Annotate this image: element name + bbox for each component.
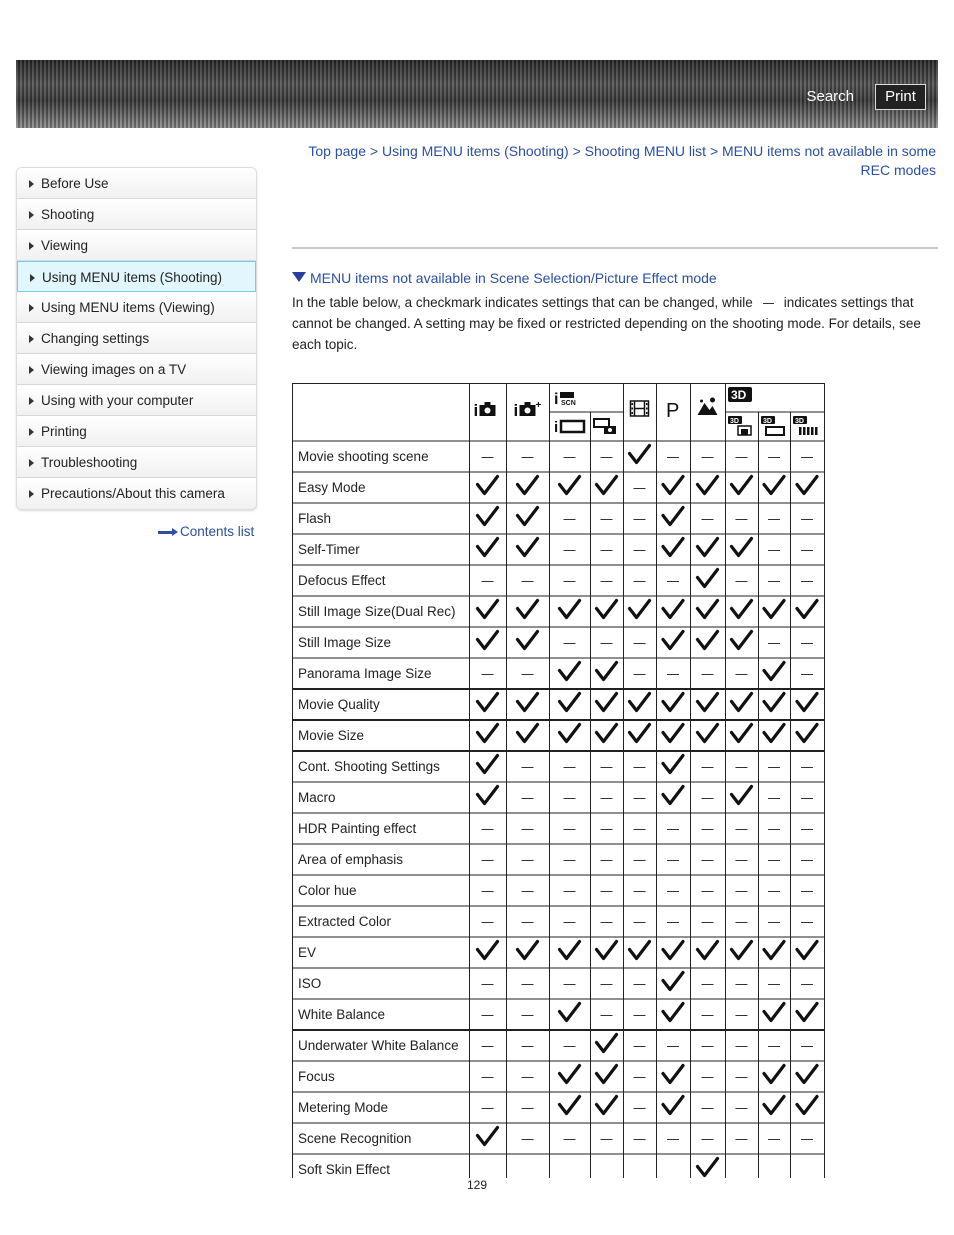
row-label: Soft Skin Effect [298, 1162, 391, 1177]
triangle-right-icon [29, 428, 34, 436]
checkmark-icon [478, 1128, 498, 1145]
checkmark-icon [698, 1159, 718, 1176]
scene-selection-icon [554, 391, 576, 408]
sidebar-item-label: Before Use [41, 176, 109, 191]
sidebar-item-label: Precautions/About this camera [41, 486, 225, 501]
row-label: Still Image Size [298, 635, 392, 650]
sidebar-item-before-use[interactable] [17, 168, 256, 199]
checkmark-icon [663, 601, 683, 618]
checkmark-icon [597, 477, 617, 494]
checkmark-icon [663, 508, 683, 525]
checkmark-icon [560, 663, 580, 680]
intelligent-auto-icon [474, 401, 496, 420]
triangle-right-icon [29, 397, 34, 405]
checkmark-icon [518, 632, 538, 649]
row-label: Underwater White Balance [298, 1038, 459, 1053]
breadcrumb-separator: > [369, 143, 379, 159]
contents-list-link[interactable] [158, 524, 254, 539]
arrow-right-icon [158, 527, 178, 537]
3d-multi-angle-icon [793, 416, 818, 435]
checkmark-icon [663, 632, 683, 649]
superior-auto-icon [514, 400, 542, 420]
checkmark-icon [518, 942, 538, 959]
checkmark-icon [518, 601, 538, 618]
checkmark-icon [597, 725, 617, 742]
row-label: Still Image Size(Dual Rec) [298, 604, 456, 619]
sidebar-item-viewing[interactable] [17, 230, 256, 261]
row-label: Movie shooting scene [298, 449, 429, 464]
sidebar-item-label: Shooting [41, 207, 95, 222]
checkmark-icon [732, 477, 752, 494]
triangle-right-icon [29, 242, 34, 250]
checkmark-icon [478, 539, 498, 556]
sidebar-item-label: Using MENU items (Shooting) [42, 270, 223, 285]
sidebar-nav [16, 167, 257, 510]
sidebar-item-using-with-your-computer[interactable] [17, 385, 256, 416]
intro-paragraph [292, 292, 938, 355]
checkmark-icon [478, 725, 498, 742]
row-label: White Balance [298, 1007, 386, 1022]
checkmark-icon [663, 787, 683, 804]
checkmark-icon [797, 725, 817, 742]
checkmark-icon [732, 725, 752, 742]
sidebar-item-using-menu-items-shooting[interactable] [17, 261, 256, 292]
row-label: Easy Mode [298, 480, 366, 495]
checkmark-icon [663, 756, 683, 773]
row-label: Defocus Effect [298, 573, 386, 588]
breadcrumb-current-page[interactable]: MENU items not available in some REC modes [722, 143, 936, 178]
checkmark-icon [797, 1097, 817, 1114]
sidebar-item-printing[interactable] [17, 416, 256, 447]
checkmark-icon [518, 477, 538, 494]
sidebar-item-shooting[interactable] [17, 199, 256, 230]
checkmark-icon [597, 601, 617, 618]
checkmark-icon [478, 694, 498, 711]
sidebar-item-label: Viewing images on a TV [41, 362, 187, 377]
checkmark-icon [698, 694, 718, 711]
picture-effect-icon [698, 398, 718, 416]
checkmark-icon [764, 1066, 784, 1083]
checkmark-icon [698, 942, 718, 959]
checkmark-icon [698, 632, 718, 649]
checkmark-icon [764, 725, 784, 742]
checkmark-icon [698, 477, 718, 494]
svg-text:3D: 3D [763, 418, 772, 425]
row-label: Color hue [298, 883, 357, 898]
section-heading-text: MENU items not available in Scene Selection/Picture Effect mode [310, 270, 717, 286]
row-label: Movie Size [298, 728, 365, 743]
checkmark-icon [698, 601, 718, 618]
checkmark-icon [732, 694, 752, 711]
checkmark-icon [797, 694, 817, 711]
checkmark-icon [560, 942, 580, 959]
sidebar-item-label: Viewing [41, 238, 89, 253]
scene-group-label: SCN [561, 400, 576, 407]
checkmark-icon [663, 973, 683, 990]
row-label: Self-Timer [298, 542, 360, 557]
checkmark-icon [630, 694, 650, 711]
checkmark-icon [797, 477, 817, 494]
checkmark-icon [663, 694, 683, 711]
checkmark-icon [518, 508, 538, 525]
checkmark-icon [663, 477, 683, 494]
section-heading[interactable] [292, 270, 717, 286]
checkmark-icon [630, 601, 650, 618]
checkmark-icon [560, 601, 580, 618]
sidebar-item-label: Changing settings [41, 331, 150, 346]
checkmark-icon [478, 632, 498, 649]
checkmark-icon [630, 446, 650, 463]
svg-text:3D: 3D [730, 418, 739, 425]
checkmark-icon [518, 694, 538, 711]
row-label: Focus [298, 1069, 335, 1084]
checkmark-icon [797, 601, 817, 618]
dash-icon [763, 303, 774, 304]
row-label: Panorama Image Size [298, 666, 432, 681]
svg-text:3D: 3D [795, 418, 804, 425]
checkmark-icon [560, 1004, 580, 1021]
checkmark-icon [560, 477, 580, 494]
triangle-right-icon [29, 211, 34, 219]
checkmark-icon [663, 942, 683, 959]
checkmark-icon [764, 942, 784, 959]
3d-sweep-icon [761, 416, 784, 435]
settings-availability-table [292, 383, 826, 1178]
checkmark-icon [478, 508, 498, 525]
checkmark-icon [663, 539, 683, 556]
intro-text-after: indicates settings that cannot be changed. A setting may be fixed or restricted depending on the shooting mode. For details, see each topic. [292, 295, 921, 352]
triangle-down-icon [292, 272, 306, 282]
checkmark-icon [597, 663, 617, 680]
sidebar-item-label: Using with your computer [41, 393, 194, 408]
movie-mode-icon [631, 401, 649, 416]
contents-list-label: Contents list [180, 524, 255, 539]
page-number: 129 [466, 1178, 488, 1192]
row-label: Flash [298, 511, 332, 526]
row-label: Area of emphasis [298, 852, 404, 867]
checkmark-icon [764, 1097, 784, 1114]
checkmark-icon [478, 756, 498, 773]
row-label: EV [298, 945, 317, 960]
checkmark-icon [597, 1035, 617, 1052]
sidebar-item-using-menu-items-viewing[interactable] [17, 292, 256, 323]
3d-group-icon [728, 387, 752, 402]
svg-text:i: i [473, 401, 479, 420]
checkmark-icon [764, 1004, 784, 1021]
triangle-right-icon [29, 335, 34, 343]
checkmark-icon [560, 694, 580, 711]
checkmark-icon [698, 539, 718, 556]
sidebar-item-precautions-about-this-camera[interactable] [17, 478, 256, 509]
checkmark-icon [560, 1066, 580, 1083]
checkmark-icon [732, 601, 752, 618]
triangle-right-icon [30, 274, 35, 282]
row-label: HDR Painting effect [298, 821, 417, 836]
triangle-right-icon [29, 304, 34, 312]
header-bar [16, 60, 938, 128]
checkmark-icon [764, 663, 784, 680]
row-label: Metering Mode [298, 1100, 389, 1115]
checkmark-icon [698, 570, 718, 587]
breadcrumb-using-menu-items-shooting[interactable]: Using MENU items (Shooting) [381, 143, 569, 159]
checkmark-icon [663, 725, 683, 742]
triangle-right-icon [29, 459, 34, 467]
row-label: Scene Recognition [298, 1131, 412, 1146]
breadcrumb-shooting-menu-list[interactable]: Shooting MENU list [584, 143, 707, 159]
checkmark-icon [732, 787, 752, 804]
triangle-right-icon [29, 366, 34, 374]
checkmark-icon [663, 1066, 683, 1083]
3d-still-icon [728, 416, 751, 435]
row-label: Macro [298, 790, 336, 805]
checkmark-icon [797, 1004, 817, 1021]
checkmark-icon [732, 632, 752, 649]
sidebar-item-label: Troubleshooting [41, 455, 138, 470]
checkmark-icon [764, 477, 784, 494]
sidebar-item-changing-settings[interactable] [17, 323, 256, 354]
sidebar-item-troubleshooting[interactable] [17, 447, 256, 478]
table-svg [292, 383, 826, 1178]
program-auto-icon: P [666, 400, 680, 422]
breadcrumb [296, 142, 936, 180]
checkmark-icon [732, 942, 752, 959]
underwater-panorama-icon [594, 419, 616, 434]
search-link[interactable]: Search [806, 88, 854, 105]
triangle-right-icon [29, 490, 34, 498]
row-label: Movie Quality [298, 697, 380, 712]
svg-text:+: + [535, 400, 542, 411]
svg-text:i: i [554, 391, 559, 408]
row-label: Extracted Color [298, 914, 392, 929]
intelligent-panorama-icon [554, 419, 584, 436]
checkmark-icon [478, 601, 498, 618]
checkmark-icon [698, 725, 718, 742]
checkmark-icon [732, 539, 752, 556]
intro-text-before: In the table below, a checkmark indicates settings that can be changed, while [292, 295, 753, 310]
sidebar-item-label: Using MENU items (Viewing) [41, 300, 215, 315]
checkmark-icon [764, 694, 784, 711]
sidebar-item-viewing-images-on-a-tv[interactable] [17, 354, 256, 385]
breadcrumb-top-page[interactable]: Top page [308, 143, 366, 159]
breadcrumb-separator: > [709, 143, 719, 159]
checkmark-icon [797, 942, 817, 959]
3d-group-label: 3D [731, 388, 747, 402]
checkmark-icon [797, 1066, 817, 1083]
checkmark-icon [597, 942, 617, 959]
checkmark-icon [478, 942, 498, 959]
divider [292, 247, 938, 249]
checkmark-icon [630, 942, 650, 959]
svg-text:i: i [513, 401, 519, 420]
checkmark-icon [518, 539, 538, 556]
svg-text:i: i [554, 419, 559, 436]
triangle-right-icon [29, 180, 34, 188]
checkmark-icon [663, 1097, 683, 1114]
checkmark-icon [630, 725, 650, 742]
checkmark-icon [663, 1004, 683, 1021]
breadcrumb-separator: > [572, 143, 581, 159]
checkmark-icon [597, 1097, 617, 1114]
row-label: Cont. Shooting Settings [298, 759, 440, 774]
print-button[interactable]: Print [875, 84, 926, 110]
checkmark-icon [518, 725, 538, 742]
row-label: ISO [298, 976, 322, 991]
checkmark-icon [764, 601, 784, 618]
checkmark-icon [560, 1097, 580, 1114]
checkmark-icon [478, 477, 498, 494]
checkmark-icon [478, 787, 498, 804]
checkmark-icon [597, 694, 617, 711]
sidebar-item-label: Printing [41, 424, 87, 439]
checkmark-icon [597, 1066, 617, 1083]
checkmark-icon [560, 725, 580, 742]
